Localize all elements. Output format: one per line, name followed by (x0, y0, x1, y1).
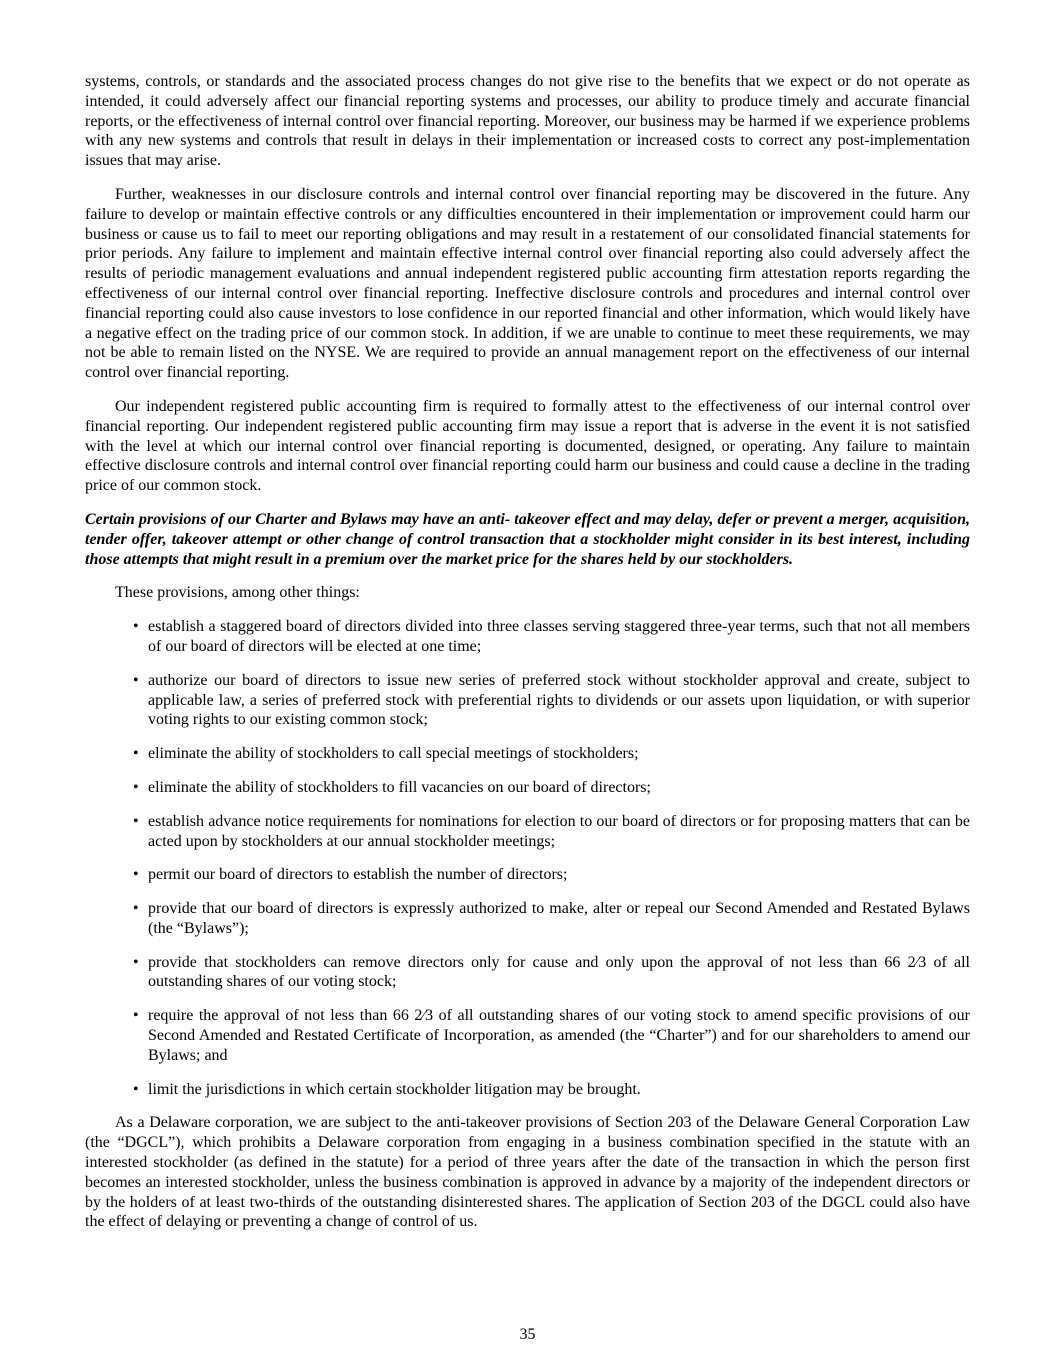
bullet-icon: • (133, 778, 139, 796)
list-item-text: provide that our board of directors is expressly authorized to make, alter or repeal our Second Amended and Restated Bylaws (the “Bylaws”); (148, 900, 970, 937)
bullet-icon: • (133, 671, 139, 689)
bullet-icon: • (133, 900, 139, 918)
list-item-text: limit the jurisdictions in which certain stockholder litigation may be brought. (148, 1080, 641, 1098)
bullet-icon: • (133, 812, 139, 830)
bullet-icon: • (133, 1080, 139, 1098)
paragraph-independent-accounting-firm: Our independent registered public accounting firm is required to formally attest to the effectiveness of our internal control over financial reporting. Our independent registered public accounting firm may issue a report that is adverse in the event it is not satisfied with the level at which our internal control over financial reporting is documented, designed, or operating. Any failure to maintain effective disclosure controls and internal control over financial reporting could harm our business and could cause a decline in the trading price of our common stock. (85, 397, 970, 495)
list-item (133, 953, 970, 993)
list-item-text: permit our board of directors to establish the number of directors; (148, 866, 568, 884)
list-item-text: eliminate the ability of stockholders to call special meetings of stockholders; (148, 745, 639, 763)
bullet-icon: • (133, 1007, 139, 1025)
paragraph-systems-controls: systems, controls, or standards and the associated process changes do not give rise to the benefits that we expect or do not operate as intended, it could adversely affect our financial reporting systems and processes, our ability to produce timely and accurate financial reports, or the effectiveness of internal control over financial reporting. Moreover, our business may be harmed if we experience problems with any new systems and controls that result in delays in their implementation or increased costs to correct any post-implementation issues that may arise. (85, 73, 970, 170)
list-item-text: require the approval of not less than 66 2⁄3 of all outstanding shares of our voting stock to amend specific provisions of our Second Amended and Restated Certificate of Incorporation, as amended (the “Charter”) and for our shareholders to amend our Bylaws; and (148, 1007, 970, 1064)
bullet-icon: • (133, 953, 139, 971)
list-item (133, 812, 970, 852)
list-item (133, 778, 970, 798)
list-item-text: establish advance notice requirements for nominations for election to our board of directors or for proposing matters that can be acted upon by stockholders at our annual stockholder meetings; (148, 812, 970, 850)
list-item (133, 744, 970, 764)
list-item (133, 899, 970, 939)
paragraph-delaware-corporation: As a Delaware corporation, we are subject to the anti-takeover provisions of Section 203 of the Delaware General Corporation Law (the “DGCL”), which prohibits a Delaware corporation from engaging in a business combination specified in the statute with an interested stockholder (as defined in the statute) for a period of three years after the date of the transaction in which the person first becomes an interested stockholder, unless the business combination is approved in advance by a majority of the independent directors or by the holders of at least two-thirds of the outstanding disinterested shares. The application of Section 203 of the DGCL could also have the effect of delaying or preventing a change of control of us. (85, 1114, 970, 1231)
bullet-icon: • (133, 866, 139, 884)
list-item (133, 617, 970, 657)
bullet-icon: • (133, 618, 139, 636)
list-item-text: establish a staggered board of directors divided into three classes serving staggered three-year terms, such that not all members of our board of directors will be elected at one time; (148, 618, 970, 655)
list-item (133, 671, 970, 730)
list-item (133, 1080, 970, 1100)
list-item (133, 1006, 970, 1065)
list-item-text: authorize our board of directors to issue new series of preferred stock without stockholder approval and create, subject to applicable law, a series of preferred stock with preferential rights to dividends or our assets upon liquidation, or with superior voting rights to our existing common stock; (148, 671, 970, 729)
provisions-bullet-list (133, 617, 970, 1099)
risk-factor-heading: Certain provisions of our Charter and Bylaws may have an anti- takeover effect and may delay, defer or prevent a merger, acquisition, tender offer, takeover attempt or other change of control transaction that a stockholder might consider in its best interest, including those attempts that might result in a premium over the market price for the shares held by our stockholders. (85, 510, 970, 568)
list-item-text: provide that stockholders can remove directors only for cause and only upon the approval of not less than 66 2⁄3 of all outstanding shares of our voting stock; (148, 953, 970, 991)
list-item (133, 865, 970, 885)
list-item-text: eliminate the ability of stockholders to fill vacancies on our board of directors; (148, 778, 651, 796)
bullet-icon: • (133, 745, 139, 763)
paragraph-further-weaknesses: Further, weaknesses in our disclosure controls and internal control over financial reporting may be discovered in the future. Any failure to develop or maintain effective controls or any difficulties encountered in their implementation or improvement could harm our business or cause us to fail to meet our reporting obligations and may result in a restatement of our consolidated financial statements for prior periods. Any failure to implement and maintain effective internal control over financial reporting also could adversely affect the results of periodic management evaluations and annual independent registered public accounting firm attestation reports regarding the effectiveness of our internal control over financial reporting. Ineffective disclosure controls and procedures and internal control over financial reporting could also cause investors to lose confidence in our reported financial and other information, which would likely have a negative effect on the trading price of our common stock. In addition, if we are unable to continue to meet these requirements, we may not be able to remain listed on the NYSE. We are required to provide an annual management report on the effectiveness of our internal control over financial reporting. (85, 185, 970, 382)
list-intro: These provisions, among other things: (115, 584, 360, 602)
page-number: 35 (519, 1326, 536, 1344)
